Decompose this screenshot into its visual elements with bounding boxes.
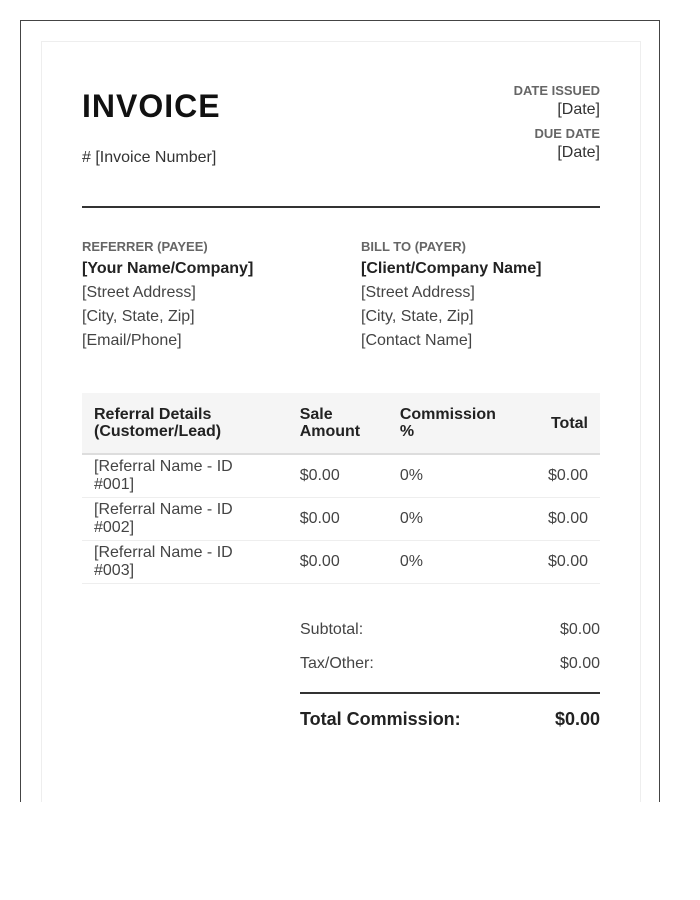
total-commission-value: $0.00 [554, 709, 600, 729]
referral-table [82, 393, 600, 584]
header-sale-amount: Sale Amount [288, 393, 388, 454]
table-row [82, 454, 600, 498]
row-total: $0.00 [517, 498, 600, 541]
bill-to-city: [City, State, Zip] [361, 308, 474, 325]
invoice-meta [514, 83, 600, 169]
row-details: [Referral Name - ID #002] [82, 498, 288, 541]
referrer-name: [Your Name/Company] [82, 260, 254, 277]
row-sale-amount: $0.00 [288, 541, 388, 584]
subtotal-row [300, 620, 600, 654]
date-issued-value: [Date] [557, 101, 600, 118]
subtotal-value: $0.00 [559, 621, 600, 638]
tax-label: Tax/Other: [300, 655, 374, 672]
row-total: $0.00 [517, 454, 600, 498]
row-details: [Referral Name - ID #003] [82, 541, 288, 584]
tax-row [300, 654, 600, 688]
bill-to-name: [Client/Company Name] [361, 260, 542, 277]
bill-to-contact: [Contact Name] [361, 332, 473, 349]
header-total: Total [517, 393, 600, 454]
header-divider [82, 206, 600, 208]
bill-to-street: [Street Address] [361, 284, 475, 301]
date-issued-label: DATE ISSUED [513, 83, 600, 98]
header-details: Referral Details (Customer/Lead) [82, 393, 288, 454]
row-sale-amount: $0.00 [288, 498, 388, 541]
invoice-number: # [Invoice Number] [82, 149, 217, 166]
subtotal-label: Subtotal: [300, 621, 364, 638]
totals-divider [300, 692, 600, 694]
table-header-row [82, 393, 600, 454]
header-commission: Commission % [388, 393, 517, 454]
referrer-label: REFERRER (PAYEE) [82, 239, 208, 254]
totals-block [300, 620, 600, 731]
total-commission-row [300, 707, 600, 731]
invoice-title: INVOICE [82, 88, 221, 124]
tax-value: $0.00 [559, 655, 600, 672]
bill-to-block [361, 238, 601, 354]
bill-to-label: BILL TO (PAYER) [361, 239, 466, 254]
row-sale-amount: $0.00 [288, 454, 388, 498]
referrer-contact: [Email/Phone] [82, 332, 182, 349]
row-total: $0.00 [517, 541, 600, 584]
table-row [82, 541, 600, 584]
referrer-block [82, 238, 322, 354]
row-commission: 0% [388, 454, 517, 498]
referrer-city: [City, State, Zip] [82, 308, 195, 325]
due-date-value: [Date] [557, 144, 600, 161]
total-commission-label: Total Commission: [300, 709, 461, 729]
table-row [82, 498, 600, 541]
due-date-label: DUE DATE [534, 126, 600, 141]
row-details: [Referral Name - ID #001] [82, 454, 288, 498]
row-commission: 0% [388, 498, 517, 541]
referrer-street: [Street Address] [82, 284, 196, 301]
row-commission: 0% [388, 541, 517, 584]
